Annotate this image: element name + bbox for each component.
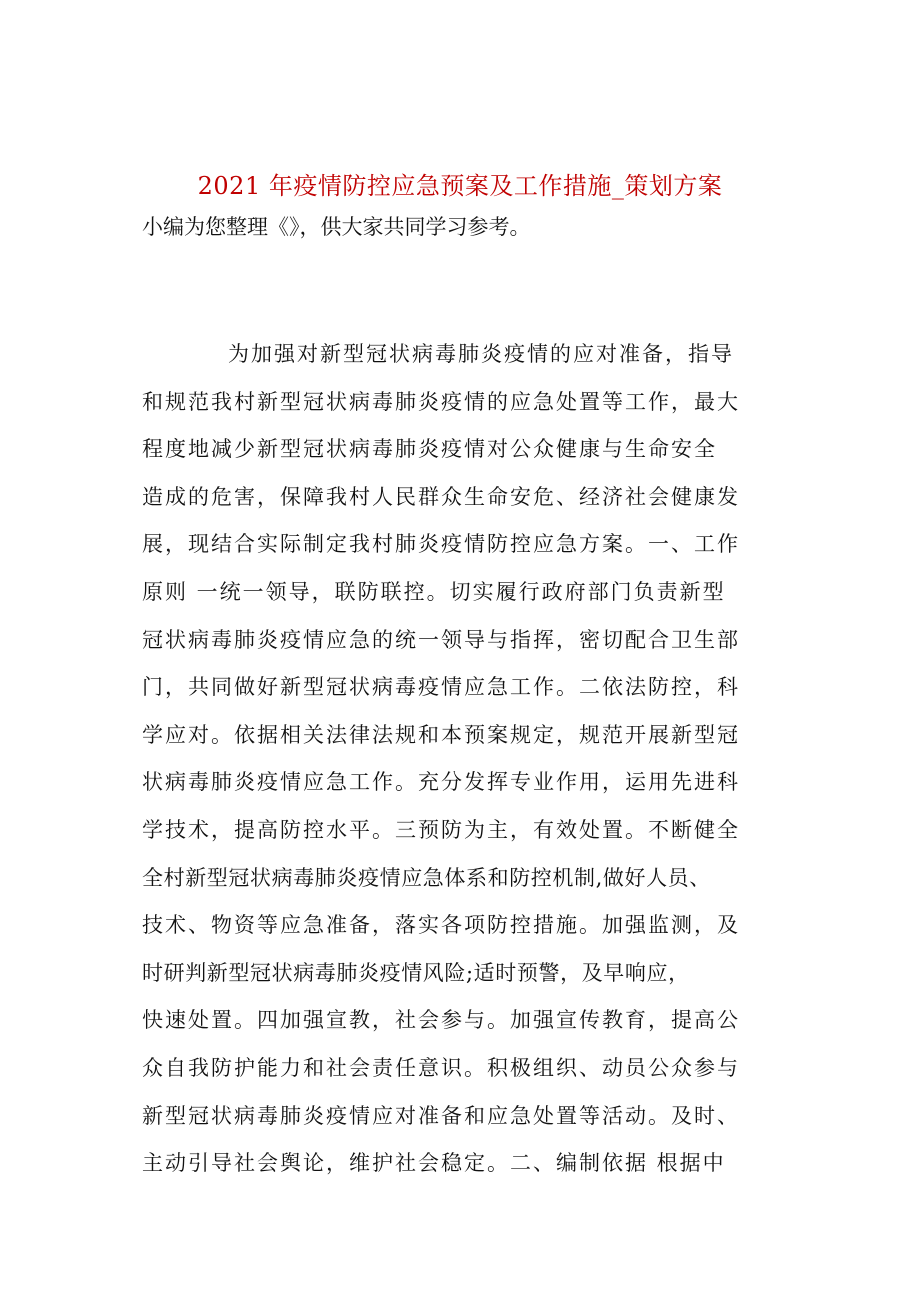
body-line: 主动引导社会舆论，维护社会稳定。二、编制依据 根据中 <box>142 1151 726 1176</box>
body-line: 为加强对新型冠状病毒肺炎疫情的应对准备，指导 <box>228 342 734 366</box>
intro-paragraph: 小编为您整理《》，供大家共同学习参考。 <box>142 215 531 239</box>
body-line: 原则 一统一领导，联防联控。切实履行政府部门负责新型 <box>142 579 726 604</box>
body-line: 快速处置。四加强宣教，社会参与。加强宣传教育，提高公 <box>142 1008 740 1033</box>
document-title: 2021 年疫情防控应急预案及工作措施_策划方案 <box>197 172 723 200</box>
body-line: 学应对。依据相关法律法规和本预案规定，规范开展新型冠 <box>142 722 740 747</box>
body-line: 展，现结合实际制定我村肺炎疫情防控应急方案。一、工作 <box>142 532 740 557</box>
body-line: 众自我防护能力和社会责任意识。积极组织、动员公众参与 <box>142 1055 740 1080</box>
body-line: 新型冠状病毒肺炎疫情应对准备和应急处置等活动。及时、 <box>142 1103 740 1128</box>
body-line: 状病毒肺炎疫情应急工作。充分发挥专业作用，运用先进科 <box>142 770 740 795</box>
body-line: 冠状病毒肺炎疫情应急的统一领导与指挥，密切配合卫生部 <box>142 627 740 652</box>
body-line: 造成的危害，保障我村人民群众生命安危、经济社会健康发 <box>142 484 740 509</box>
body-line: 全村新型冠状病毒肺炎疫情应急体系和防控机制,做好人员、 <box>142 865 711 890</box>
body-line: 技术、物资等应急准备，落实各项防控措施。加强监测，及 <box>142 913 740 938</box>
body-line: 学技术，提高防控水平。三预防为主，有效处置。不断健全 <box>142 817 740 842</box>
body-text <box>142 335 802 1192</box>
body-line: 和规范我村新型冠状病毒肺炎疫情的应急处置等工作，最大 <box>142 389 740 414</box>
body-line: 门，共同做好新型冠状病毒疫情应急工作。二依法防控，科 <box>142 675 740 700</box>
body-line: 程度地减少新型冠状病毒肺炎疫情对公众健康与生命安全 <box>142 437 717 462</box>
body-line: 时研判新型冠状病毒肺炎疫情风险;适时预警，及早响应， <box>142 960 690 985</box>
